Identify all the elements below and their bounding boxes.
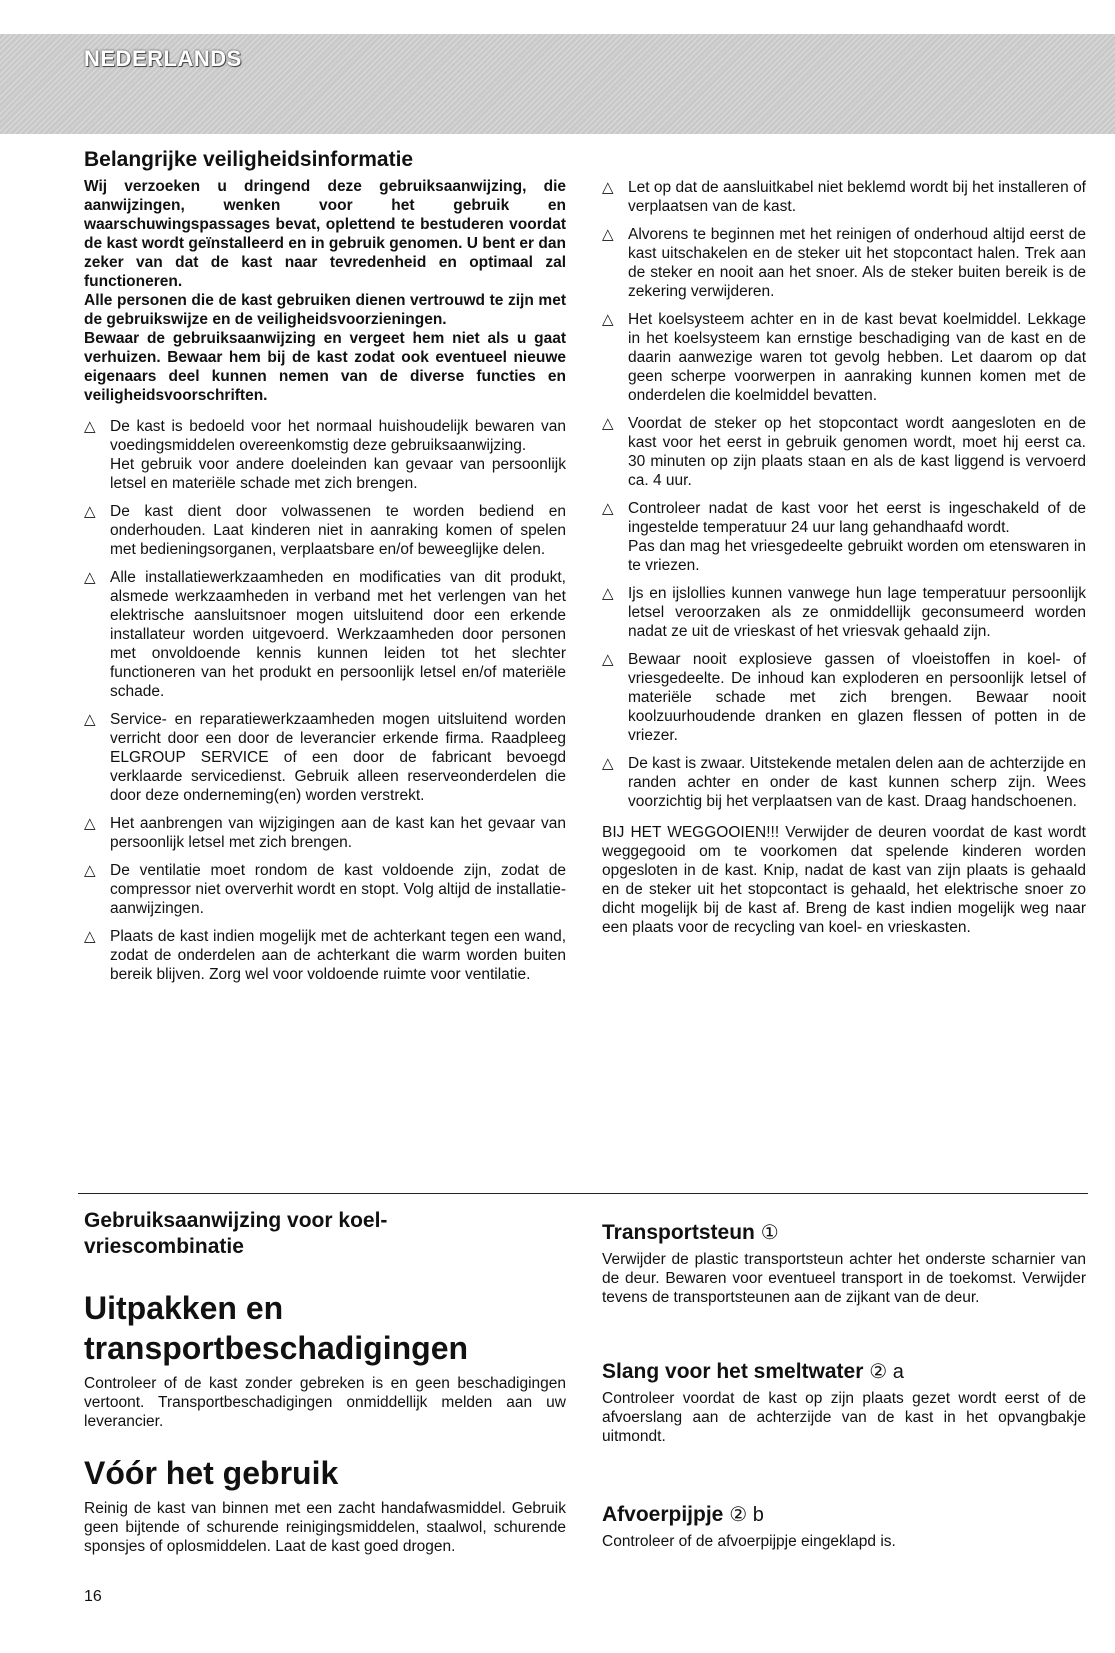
warning-item: [602, 414, 1086, 490]
page-number: 16: [84, 1588, 102, 1605]
warning-text: Voordat de steker op het stopcontact wordt aangesloten en de kast voor het eerst in gebruik genomen wordt, moet hij eerst ca. 30 minuten op zijn plaats staan en als de kast liggend is vervoerd ca. 4 uur.: [628, 415, 1086, 489]
warning-item: [84, 927, 566, 984]
warning-item: [84, 814, 566, 852]
warning-triangle-icon: △: [602, 311, 614, 328]
warning-item: [84, 710, 566, 805]
warning-text: Het koelsysteem achter en in de kast bevat koelmiddel. Lekkage in het koelsysteem kan ernstige beschadiging van de kast en de daarin aanwezige waren tot gevolg hebben. Let daarom op dat geen scherpe voorwerpen in aanraking kunnen komen met de onderdelen die koelmiddel bevatten.: [628, 311, 1086, 404]
warning-text: Ijs en ijslollies kunnen vanwege hun lage temperatuur persoonlijk letsel veroorzaken als ze onmiddellijk geconsumeerd worden nadat ze uit de vrieskast of het vriesvak gehaald zijn.: [628, 585, 1086, 640]
warning-list-left: [84, 417, 566, 984]
drain-text: Controleer of de afvoerpijpje eingeklapd is.: [602, 1533, 896, 1550]
warning-item: [84, 502, 566, 559]
callout-mark: ② b: [729, 1504, 764, 1526]
warning-text: Bewaar nooit explosieve gassen of vloeistoffen in koel- of vriesgedeelte. De inhoud kan exploderen en persoonlijk letsel of materiële schade met zich brengen. Bewaar nooit koolzuurhoudende dranken en glazen flessen of potten in de vriezer.: [628, 651, 1086, 744]
intro-paragraph: Wij verzoeken u dringend deze gebruiksaanwijzing, die aanwijzingen, wenken voor het gebruik en waarschuwingspassages bevat, oplettend te bestuderen voordat de kast wordt geïnstalleerd en in gebruik genomen. U bent er dan zeker van dat de kast naar tevredenheid en optimaal zal functioneren.: [84, 178, 566, 290]
warning-text: De ventilatie moet rondom de kast voldoende zijn, zodat de compressor niet oververhit wordt en stopt. Volg altijd de installatie-aanwijzingen.: [110, 862, 566, 917]
warning-triangle-icon: △: [602, 500, 614, 517]
hose-title: [602, 1359, 1086, 1385]
warning-text: De kast dient door volwassenen te worden bediend en onderhouden. Laat kinderen niet in aanraking komen of spelen met bedieningsorganen, verplaatsbare en/of beweeglijke delen.: [110, 503, 566, 558]
language-label: NEDERLANDS: [84, 46, 242, 71]
safety-title: Belangrijke veiligheidsinformatie: [84, 148, 414, 171]
manual-left-column: [84, 1208, 566, 1556]
warning-text: De kast is zwaar. Uitstekende metalen delen aan de achterzijde en randen achter en onder de kast kunnen scherp zijn. Wees voorzichtig bij het verplaatsen van de kast. Draag handschoenen.: [628, 755, 1086, 810]
warning-text: Het gebruik voor andere doeleinden kan gevaar van persoonlijk letsel en materiële schade met zich brengen.: [110, 456, 566, 492]
warning-triangle-icon: △: [84, 711, 96, 728]
transport-title: [602, 1220, 1086, 1246]
warning-text: Service- en reparatiewerkzaamheden mogen uitsluitend worden verricht door een door de leverancier erkende firma. Raadpleeg ELGROUP SERVICE of een door de fabricant bevoegd verklaarde servicedienst. Gebruik alleen reserveonderdelen die door deze onderneming(en) worden verstrekt.: [110, 711, 566, 804]
drain-title: [602, 1502, 1086, 1528]
safety-right-column: [602, 178, 1086, 937]
warning-text: Pas dan mag het vriesgedeelte gebruikt worden om etenswaren in te vriezen.: [628, 538, 1086, 574]
warning-item: [602, 178, 1086, 216]
intro-paragraph: Alle personen die de kast gebruiken dienen vertrouwd te zijn met de gebruikswijze en de veiligheidsvoorzieningen.: [84, 292, 566, 328]
warning-item: [84, 568, 566, 701]
warning-text: Controleer nadat de kast voor het eerst is ingeschakeld of de ingestelde temperatuur 24 uur lang gehandhaafd wordt.: [628, 500, 1086, 536]
warning-item: [602, 499, 1086, 575]
manual-subtitle: Gebruiksaanwijzing voor koel-vriescombinatie: [84, 1209, 388, 1258]
callout-mark: ①: [760, 1222, 779, 1244]
disposal-text: BIJ HET WEGGOOIEN!!! Verwijder de deuren voordat de kast wordt weggegooid om te voorkomen dat spelende kinderen worden opgesloten in de kast. Knip, nadat de kast van zijn plaats is gehaald en de steker uit het stopcontact is gehaald, het elektrische snoer zo dicht mogelijk bij de kast af. Breng de kast indien mogelijk weg naar een plaats voor de recycling van koel- en vrieskasten.: [602, 824, 1086, 936]
warning-triangle-icon: △: [602, 755, 614, 772]
warning-item: [84, 417, 566, 493]
safety-intro: [84, 177, 566, 405]
manual-right-column: [602, 1220, 1086, 1551]
hose-text: Controleer voordat de kast op zijn plaats gezet wordt eerst of de afvoerslang aan de achterzijde van de kast in het opvangbakje uitmondt.: [602, 1390, 1086, 1445]
hose-title-text: Slang voor het smeltwater: [602, 1360, 864, 1383]
warning-triangle-icon: △: [602, 179, 614, 196]
warning-item: [602, 754, 1086, 811]
warning-triangle-icon: △: [84, 928, 96, 945]
warning-triangle-icon: △: [84, 569, 96, 586]
warning-text: De kast is bedoeld voor het normaal huishoudelijk bewaren van voedingsmiddelen overeenkomstig deze gebruiksaanwijzing.: [110, 418, 566, 454]
warning-item: [602, 650, 1086, 745]
intro-paragraph: Bewaar de gebruiksaanwijzing en vergeet hem niet als u gaat verhuizen. Bewaar hem bij de kast zodat ook eventueel nieuwe eigenaars deel kunnen nemen van de diverse functies en veiligheidsvoorschriften.: [84, 330, 566, 404]
transport-text: Verwijder de plastic transportsteun achter het onderste scharnier van de deur. Bewaren voor eventueel transport in de toekomst. Verwijder tevens de transportsteunen aan de zijkant van de deur.: [602, 1251, 1086, 1306]
warning-triangle-icon: △: [602, 651, 614, 668]
drain-title-text: Afvoerpijpje: [602, 1503, 724, 1526]
warning-triangle-icon: △: [84, 503, 96, 520]
warning-triangle-icon: △: [602, 585, 614, 602]
warning-triangle-icon: △: [602, 415, 614, 432]
section-divider: [78, 1193, 1088, 1194]
warning-triangle-icon: △: [84, 418, 96, 435]
warning-item: [602, 310, 1086, 405]
unpack-text: Controleer of de kast zonder gebreken is en geen beschadigingen vertoont. Transportbeschadigingen onmiddellijk melden aan uw leverancier.: [84, 1375, 566, 1430]
warning-text: Let op dat de aansluitkabel niet beklemd wordt bij het installeren of verplaatsen van de kast.: [628, 179, 1086, 215]
warning-item: [602, 225, 1086, 301]
warning-triangle-icon: △: [84, 815, 96, 832]
before-use-text: Reinig de kast van binnen met een zacht handafwasmiddel. Gebruik geen bijtende of schurende reinigingsmiddelen, staalwol, schurende sponsjes of oplosmiddelen. Laat de kast goed drogen.: [84, 1500, 566, 1555]
warning-text: Alvorens te beginnen met het reinigen of onderhoud altijd eerst de kast uitschakelen en de steker uit het stopcontact halen. Trek aan de steker en nooit aan het snoer. Als de steker buiten bereik is de zekering verwijderen.: [628, 226, 1086, 300]
callout-mark: ② a: [869, 1361, 904, 1383]
warning-list-right: [602, 178, 1086, 811]
warning-text: Plaats de kast indien mogelijk met de achterkant tegen een wand, zodat de onderdelen aan de achterkant die warm worden buiten bereik blijven. Zorg wel voor voldoende ruimte voor ventilatie.: [110, 928, 566, 983]
warning-item: [84, 861, 566, 918]
unpack-title: Uitpakken en transportbeschadigingen: [84, 1290, 469, 1366]
warning-item: [602, 584, 1086, 641]
before-use-title: Vóór het gebruik: [84, 1455, 339, 1491]
warning-text: Alle installatiewerkzaamheden en modificaties van dit produkt, alsmede werkzaamheden in verband met het verlengen van het elektrische aansluitsnoer mogen uitsluitend door een erkende installateur worden uitgevoerd. Werkzaamheden door personen met onvoldoende kennis kunnen leiden tot het slechter functioneren van het produkt en persoonlijk letsel en/of materiële schade.: [110, 569, 566, 700]
transport-title-text: Transportsteun: [602, 1221, 755, 1244]
warning-text: Het aanbrengen van wijzigingen aan de kast kan het gevaar van persoonlijk letsel met zich brengen.: [110, 815, 566, 851]
warning-triangle-icon: △: [84, 862, 96, 879]
warning-triangle-icon: △: [602, 226, 614, 243]
safety-left-column: [84, 147, 566, 993]
